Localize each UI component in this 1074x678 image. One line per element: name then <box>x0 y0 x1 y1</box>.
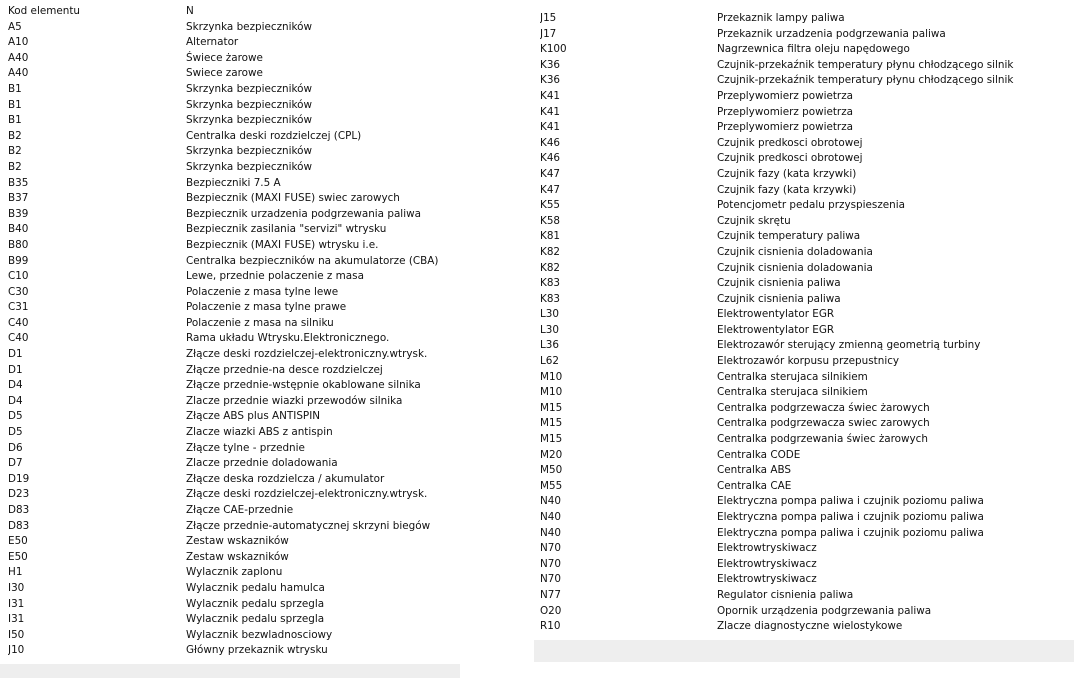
element-code: A40 <box>8 67 29 80</box>
element-code: B2 <box>8 129 22 142</box>
element-name: Elektryczna pompa paliwa i czujnik poziomu paliwa <box>717 495 984 508</box>
table-row <box>8 425 460 441</box>
element-name: Wylacznik pedalu sprzegla <box>186 613 325 626</box>
table-row <box>8 612 460 628</box>
element-code: B2 <box>8 160 22 173</box>
element-code: K41 <box>540 121 561 134</box>
element-code: B80 <box>8 238 29 251</box>
table-row <box>8 144 460 160</box>
table-row <box>8 534 460 550</box>
table-row <box>8 51 460 67</box>
element-code: I31 <box>8 597 25 610</box>
table-row <box>8 254 460 270</box>
table-row <box>540 370 1074 386</box>
element-name: Złącze przednie-automatycznej skrzyni biegów <box>186 519 431 532</box>
element-code: C30 <box>8 285 29 298</box>
element-code: A10 <box>8 36 29 49</box>
table-row <box>540 105 1074 121</box>
header-code: Kod elementu <box>8 5 80 17</box>
table-row <box>8 300 460 316</box>
element-name: Rama układu Wtrysku.Elektronicznego. <box>186 332 390 345</box>
element-name: Czujnik cisnienia doladowania <box>717 261 873 274</box>
element-name: Bezpieczniki 7.5 A <box>186 176 281 189</box>
element-name: Nagrzewnica filtra oleju napędowego <box>717 43 910 56</box>
element-code: B1 <box>8 82 22 95</box>
table-row <box>8 487 460 503</box>
element-code: H1 <box>8 566 23 579</box>
element-code: L30 <box>540 323 560 336</box>
right-rows <box>540 11 1074 635</box>
element-name: Centralka CAE <box>717 479 792 492</box>
element-name: Elektrowtryskiwacz <box>717 542 817 555</box>
element-name: Wylacznik pedalu hamulca <box>186 581 325 594</box>
table-row <box>540 276 1074 292</box>
element-name: Wylacznik zaplonu <box>186 566 283 579</box>
element-name: Centralka bezpieczników na akumulatorze (CBA) <box>186 254 439 267</box>
element-code: D6 <box>8 441 23 454</box>
element-code: E50 <box>8 550 28 563</box>
element-code: B37 <box>8 192 29 205</box>
element-code: J15 <box>540 12 557 24</box>
table-row <box>8 222 460 238</box>
element-name: Złącze deska rozdzielcza / akumulator <box>186 472 385 485</box>
element-name: Zlacze przednie doladowania <box>186 457 338 470</box>
element-name: Czujnik cisnienia paliwa <box>717 292 841 305</box>
table-row <box>540 432 1074 448</box>
table-row <box>540 385 1074 401</box>
element-name: Złącze ABS plus ANTISPIN <box>186 410 321 423</box>
element-code: K55 <box>540 199 561 212</box>
element-code: K83 <box>540 292 561 305</box>
left-rows <box>8 20 460 659</box>
element-name: Bezpiecznik zasilania "servizi" wtrysku <box>186 223 387 236</box>
element-code: M15 <box>540 401 563 414</box>
element-name: Polaczenie z masa na silniku <box>186 316 334 329</box>
table-row <box>8 331 460 347</box>
element-name: Lewe, przednie polaczenie z masa <box>186 270 364 283</box>
element-name: Bezpiecznik (MAXI FUSE) swiec zarowych <box>186 192 400 205</box>
element-name: Regulator cisnienia paliwa <box>717 588 854 601</box>
element-code: B1 <box>8 98 22 111</box>
table-row <box>8 441 460 457</box>
element-name: Elektrowtryskiwacz <box>717 557 817 570</box>
element-code: B35 <box>8 176 29 189</box>
element-code: K47 <box>540 183 561 196</box>
element-name: Zlacze przednie wiazki przewodów silnika <box>186 394 403 407</box>
right-table <box>540 11 1074 635</box>
element-name: Elektryczna pompa paliwa i czujnik poziomu paliwa <box>717 511 984 523</box>
element-name: Zestaw wskazników <box>186 550 289 563</box>
element-code: M55 <box>540 479 563 492</box>
element-code: M10 <box>540 386 563 399</box>
element-name: Przeplywomierz powietrza <box>717 105 854 118</box>
element-name: Skrzynka bezpieczników <box>186 82 313 95</box>
element-name: Główny przekaznik wtrysku <box>186 644 328 657</box>
element-name: Centralka CODE <box>717 448 801 461</box>
element-name: Świece żarowe <box>186 51 263 64</box>
table-row <box>8 316 460 332</box>
element-code: L30 <box>540 308 560 321</box>
element-code: R10 <box>540 620 561 633</box>
table-row <box>8 643 460 659</box>
element-name: Złącze przednie-wstępnie okablowane silnika <box>186 379 421 392</box>
element-code: K41 <box>540 89 561 102</box>
element-code: K46 <box>540 136 561 149</box>
element-code: C40 <box>8 316 29 329</box>
element-code: K46 <box>540 152 561 165</box>
element-code: C31 <box>8 301 29 314</box>
table-row <box>8 472 460 488</box>
element-name: Przeplywomierz powietrza <box>717 89 854 102</box>
element-name: Czujnik fazy (kata krzywki) <box>717 183 857 196</box>
left-scroll-area <box>0 664 460 678</box>
element-code: D4 <box>8 394 23 407</box>
table-row <box>540 73 1074 89</box>
element-code: D23 <box>8 488 30 501</box>
table-row <box>540 245 1074 261</box>
element-code: M15 <box>540 417 563 430</box>
table-row <box>540 198 1074 214</box>
element-code: N40 <box>540 495 561 508</box>
element-name: Polaczenie z masa tylne prawe <box>186 301 347 314</box>
table-row <box>540 463 1074 479</box>
element-name: Złącze CAE-przednie <box>186 504 294 516</box>
table-row <box>8 35 460 51</box>
table-row <box>540 58 1074 74</box>
element-name: Wylacznik pedalu sprzegla <box>186 597 325 610</box>
table-row <box>540 572 1074 588</box>
element-name: Skrzynka bezpieczników <box>186 20 313 33</box>
element-code: K81 <box>540 230 561 243</box>
element-code: B40 <box>8 223 29 236</box>
table-row <box>8 98 460 114</box>
element-name: Centralka podgrzewacza świec żarowych <box>717 401 930 414</box>
table-row <box>540 42 1074 58</box>
element-name: Zlacze wiazki ABS z antispin <box>186 426 333 439</box>
table-row <box>540 494 1074 510</box>
element-code: M50 <box>540 464 563 477</box>
element-code: C40 <box>8 332 29 345</box>
element-name: Skrzynka bezpieczników <box>186 145 313 158</box>
element-name: Czujnik predkosci obrotowej <box>717 136 863 149</box>
table-row <box>8 456 460 472</box>
table-row <box>540 604 1074 620</box>
element-code: B1 <box>8 114 22 127</box>
table-row <box>8 82 460 98</box>
element-code: L62 <box>540 355 560 368</box>
element-name: Złącze przednie-na desce rozdzielczej <box>186 363 383 376</box>
table-row <box>540 448 1074 464</box>
table-row <box>8 581 460 597</box>
table-row <box>8 285 460 301</box>
table-row <box>8 113 460 129</box>
element-name: Elektrozawór korpusu przepustnicy <box>717 355 900 368</box>
table-row <box>8 597 460 613</box>
table-row <box>8 628 460 644</box>
element-name: Elektrozawór sterujący zmienną geometrią turbiny <box>717 339 981 352</box>
element-code: K83 <box>540 277 561 290</box>
table-row <box>8 503 460 519</box>
table-row <box>540 588 1074 604</box>
element-code: B2 <box>8 145 22 158</box>
element-name: Złącze deski rozdzielczej-elektroniczny.wtrysk. <box>186 488 428 501</box>
element-name: Elektrowentylator EGR <box>717 308 835 321</box>
table-row <box>8 160 460 176</box>
element-name: Skrzynka bezpieczników <box>186 160 313 173</box>
table-row <box>8 20 460 36</box>
element-name: Czujnik predkosci obrotowej <box>717 152 863 165</box>
table-row <box>8 176 460 192</box>
element-code: K82 <box>540 261 561 274</box>
element-code: N70 <box>540 557 561 570</box>
table-row <box>8 129 460 145</box>
element-code: B39 <box>8 207 29 220</box>
element-code: D83 <box>8 519 30 532</box>
element-name: Czujnik-przekaźnik temperatury płynu chłodzącego silnik <box>717 74 1014 87</box>
element-name: Centralka sterujaca silnikiem <box>717 386 868 399</box>
element-name: Potencjometr pedalu przyspieszenia <box>717 199 906 212</box>
table-row <box>540 27 1074 43</box>
table-row <box>8 347 460 363</box>
element-name: Złącze deski rozdzielczej-elektroniczny.wtrysk. <box>186 348 428 361</box>
element-name: Wylacznik bezwladnosciowy <box>186 628 333 641</box>
table-header <box>8 4 460 20</box>
element-code: M15 <box>540 433 563 446</box>
element-name: Centralka sterujaca silnikiem <box>717 370 868 383</box>
table-row <box>540 526 1074 542</box>
element-name: Centralka podgrzewania świec żarowych <box>717 433 928 446</box>
element-code: K41 <box>540 105 561 118</box>
element-code: K47 <box>540 167 561 180</box>
element-code: K82 <box>540 245 561 258</box>
element-code: A5 <box>8 20 22 33</box>
element-name: Bezpiecznik urzadzenia podgrzewania paliwa <box>186 207 421 220</box>
element-name: Centralka ABS <box>717 464 791 477</box>
element-code: J17 <box>540 27 557 40</box>
table-row <box>540 261 1074 277</box>
element-name: Przekaznik urzadzenia podgrzewania paliwa <box>717 27 946 40</box>
element-code: D19 <box>8 472 30 485</box>
element-code: K58 <box>540 214 561 227</box>
element-name: Alternator <box>186 36 239 49</box>
element-name: Elektryczna pompa paliwa i czujnik poziomu paliwa <box>717 526 984 539</box>
element-name: Centralka podgrzewacza swiec zarowych <box>717 417 930 430</box>
element-code: D4 <box>8 379 23 392</box>
element-code: D83 <box>8 504 30 516</box>
element-code: M20 <box>540 448 563 461</box>
element-code: A40 <box>8 51 29 64</box>
element-name: Bezpiecznik (MAXI FUSE) wtrysku i.e. <box>186 238 379 251</box>
element-code: L36 <box>540 339 560 352</box>
element-code: O20 <box>540 604 562 617</box>
element-name: Skrzynka bezpieczników <box>186 114 313 127</box>
element-name: Złącze tylne - przednie <box>186 441 305 454</box>
element-code: M10 <box>540 370 563 383</box>
header-name: N <box>186 5 194 17</box>
element-code: D1 <box>8 348 23 361</box>
table-row <box>540 151 1074 167</box>
element-code: I31 <box>8 613 25 626</box>
element-name: Czujnik-przekaźnik temperatury płynu chłodzącego silnik <box>717 58 1014 71</box>
element-code: D5 <box>8 410 23 423</box>
element-code: I30 <box>8 581 25 594</box>
element-name: Elektrowtryskiwacz <box>717 573 817 586</box>
table-row <box>8 565 460 581</box>
table-row <box>8 238 460 254</box>
table-row <box>8 66 460 82</box>
table-row <box>540 416 1074 432</box>
element-name: Polaczenie z masa tylne lewe <box>186 285 339 298</box>
table-row <box>8 363 460 379</box>
element-code: D7 <box>8 457 23 470</box>
table-row <box>540 510 1074 526</box>
element-code: B99 <box>8 254 29 267</box>
table-row <box>540 323 1074 339</box>
element-name: Swiece zarowe <box>186 67 263 80</box>
element-name: Czujnik cisnienia doladowania <box>717 245 873 258</box>
table-row <box>8 519 460 535</box>
table-row <box>540 338 1074 354</box>
element-code: I50 <box>8 628 25 641</box>
element-code: N40 <box>540 526 561 539</box>
element-name: Opornik urządzenia podgrzewania paliwa <box>717 604 932 617</box>
element-code: D1 <box>8 363 23 376</box>
table-row <box>540 401 1074 417</box>
element-name: Skrzynka bezpieczników <box>186 98 313 111</box>
table-row <box>540 89 1074 105</box>
element-code: K36 <box>540 58 561 71</box>
table-row <box>540 292 1074 308</box>
element-code: N40 <box>540 511 561 523</box>
table-row <box>8 378 460 394</box>
table-row <box>540 619 1074 635</box>
element-code: J10 <box>8 644 25 657</box>
element-name: Przekaznik lampy paliwa <box>717 12 845 24</box>
element-name: Elektrowentylator EGR <box>717 323 835 336</box>
table-row <box>8 409 460 425</box>
element-name: Zestaw wskazników <box>186 535 289 548</box>
table-row <box>8 550 460 566</box>
table-row <box>540 229 1074 245</box>
right-scroll-area <box>534 640 1074 662</box>
element-code: C10 <box>8 270 29 283</box>
table-row <box>540 120 1074 136</box>
table-row <box>8 269 460 285</box>
left-table <box>8 4 460 659</box>
table-row <box>540 479 1074 495</box>
element-code: N70 <box>540 573 561 586</box>
table-row <box>540 214 1074 230</box>
element-code: D5 <box>8 426 23 439</box>
table-row <box>540 557 1074 573</box>
element-name: Czujnik temperatury paliwa <box>717 230 861 243</box>
element-code: K36 <box>540 74 561 87</box>
element-name: Czujnik skrętu <box>717 214 791 227</box>
table-row <box>540 541 1074 557</box>
element-name: Czujnik cisnienia paliwa <box>717 277 841 290</box>
element-name: Przeplywomierz powietrza <box>717 121 854 134</box>
element-name: Czujnik fazy (kata krzywki) <box>717 167 857 180</box>
table-row <box>540 183 1074 199</box>
table-row <box>8 394 460 410</box>
table-row <box>540 354 1074 370</box>
element-code: N77 <box>540 588 561 601</box>
table-row <box>540 11 1074 27</box>
table-row <box>540 136 1074 152</box>
table-row <box>8 191 460 207</box>
element-code: N70 <box>540 542 561 555</box>
element-name: Zlacze diagnostyczne wielostykowe <box>717 620 903 633</box>
table-row <box>540 307 1074 323</box>
table-row <box>8 207 460 223</box>
element-code: K100 <box>540 43 567 56</box>
element-code: E50 <box>8 535 28 548</box>
table-row <box>540 167 1074 183</box>
element-name: Centralka deski rozdzielczej (CPL) <box>186 129 362 142</box>
